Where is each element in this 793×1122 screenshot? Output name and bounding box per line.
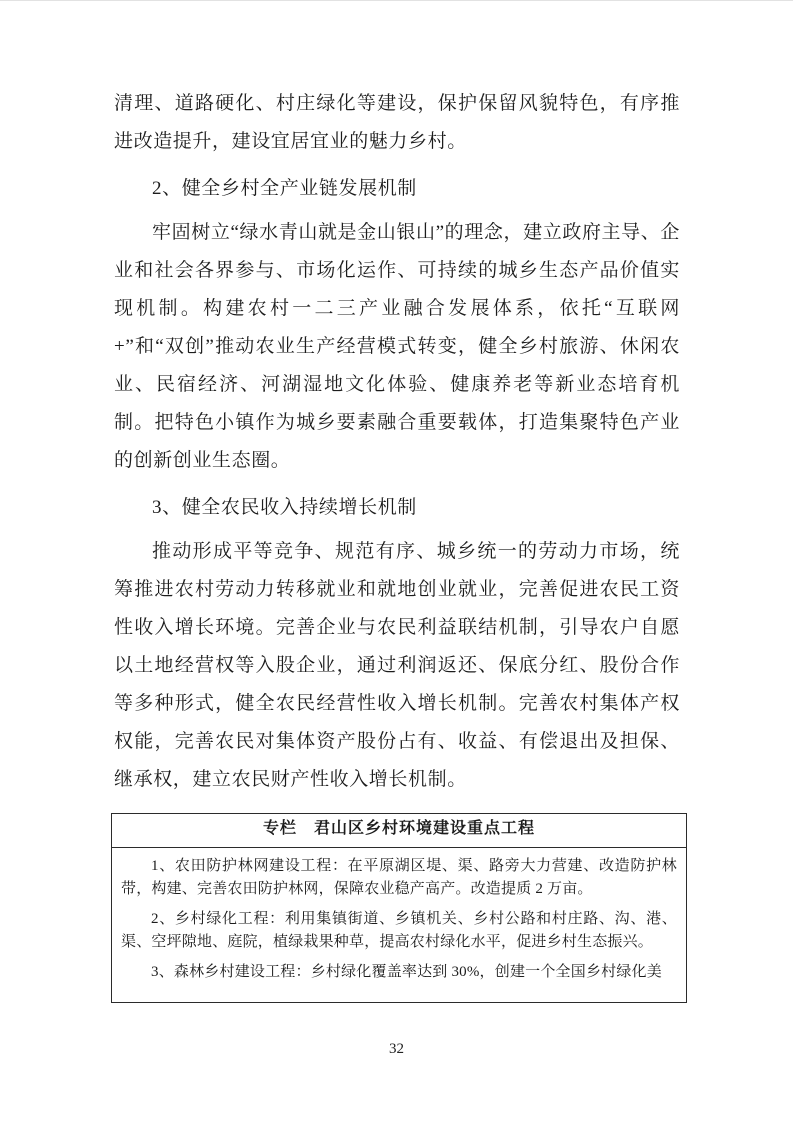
paragraph-industry-chain-mechanism: 牢固树立“绿水青山就是金山银山”的理念，建立政府主导、企业和社会各界参与、市场化运作、可持续的城乡生态产品价值实现机制。构建农村一二三产业融合发展体系，依托“互联网+”和“双创”推动农业生产经营模式转变，健全乡村旅游、休闲农业、民宿经济、河湖湿地文化体验、健康养老等新业态培育机制。把特色小镇作为城乡要素融合重要载体，打造集聚特色产业的创新创业生态圈。	[114, 222, 680, 471]
page-body	[114, 85, 680, 1003]
section-heading-2: 2、健全乡村全产业链发展机制	[152, 178, 417, 199]
section-heading-3: 3、健全农民收入持续增长机制	[152, 497, 417, 518]
paragraph-farmer-income-mechanism: 推动形成平等竞争、规范有序、城乡统一的劳动力市场，统筹推进农村劳动力转移就业和就地创业就业，完善促进农民工资性收入增长环境。完善企业与农民利益联结机制，引导农户自愿以土地经营权等入股企业，通过利润返还、保底分红、股份合作等多种形式，健全农民经营性收入增长机制。完善农村集体产权权能，完善农民对集体资产股份占有、收益、有偿退出及担保、继承权，建立农民财产性收入增长机制。	[114, 541, 680, 790]
page-number: 32	[389, 1041, 404, 1057]
feature-column-title: 专栏 君山区乡村环境建设重点工程	[112, 814, 686, 848]
paragraph-continued-from-previous-page: 清理、道路硬化、村庄绿化等建设，保护保留风貌特色，有序推进改造提升，建设宜居宜业的魅力乡村。	[114, 93, 680, 152]
feature-column-item-2: 2、乡村绿化工程：利用集镇街道、乡镇机关、乡村公路和村庄路、沟、港、渠、空坪隙地、庭院，植绿栽果种草，提高农村绿化水平，促进乡村生态振兴。	[121, 911, 677, 950]
feature-column-body	[112, 848, 686, 984]
feature-column-box	[111, 813, 687, 1003]
feature-column-item-1: 1、农田防护林网建设工程：在平原湖区堤、渠、路旁大力营建、改造防护林带，构建、完善农田防护林网，保障农业稳产高产。改造提质 2 万亩。	[121, 858, 677, 897]
feature-column-item-3-truncated: 3、森林乡村建设工程：乡村绿化覆盖率达到 30%，创建一个全国乡村绿化美	[151, 964, 662, 980]
